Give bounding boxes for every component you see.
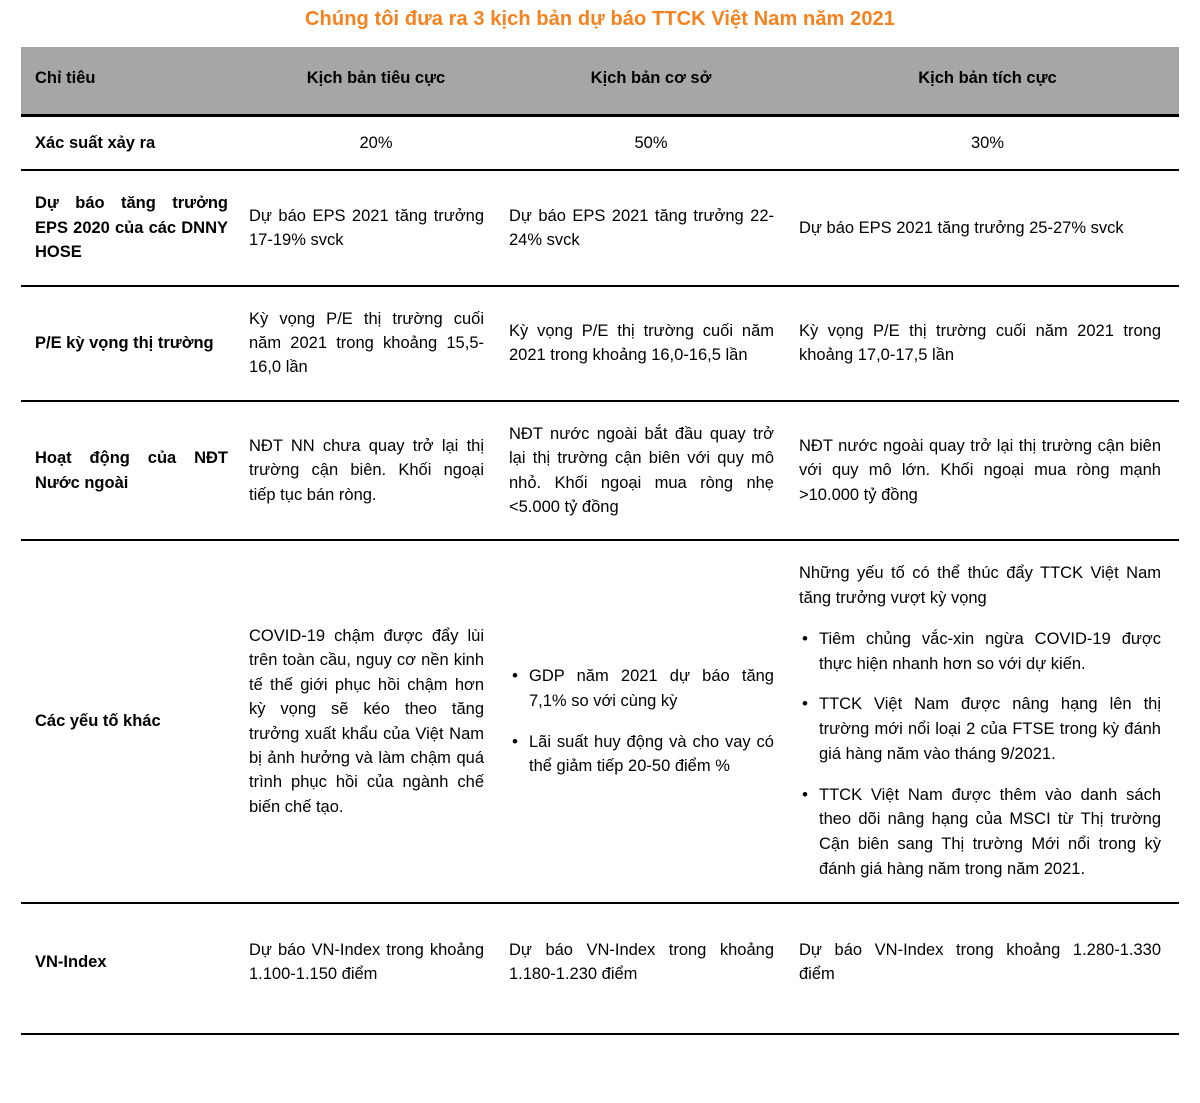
table-row-pe-expectation (21, 286, 1179, 401)
table-row-eps-growth (21, 170, 1179, 285)
cell-eps-growth-base: Dự báo EPS 2021 tăng trưởng 22-24% svck (509, 206, 774, 250)
cell-foreign-base: NĐT nước ngoài bắt đầu quay trở lại thị trường cận biên với quy mô nhỏ. Khối ngoại mua ròng nhẹ <5.000 tỷ đồng (509, 424, 774, 517)
row-label-other-factors: Các yếu tố khác (35, 712, 161, 731)
scenarios-table-container (21, 47, 1179, 1035)
table-row-probability (21, 116, 1179, 171)
cell-eps-growth-positive: Dự báo EPS 2021 tăng trưởng 25-27% svck (799, 218, 1124, 237)
bullet-list-positive (799, 627, 1161, 882)
cell-probability-positive: 30% (970, 134, 1005, 152)
cell-foreign-positive: NĐT nước ngoài quay trở lại thị trường cận biên với quy mô lớn. Khối ngoại mua ròng mạnh >10.000 tỷ đồng (799, 437, 1161, 504)
cell-vn-index-negative: Dự báo VN-Index trong khoảng 1.100-1.150 điểm (249, 940, 484, 984)
bullet-list-base (509, 664, 774, 779)
page-title: Chúng tôi đưa ra 3 kịch bản dự báo TTCK Việt Nam năm 2021 (305, 8, 895, 30)
cell-pe-positive: Kỳ vọng P/E thị trường cuối năm 2021 trong khoảng 17,0-17,5 lần (799, 321, 1161, 365)
table-row-vn-index (21, 903, 1179, 1034)
cell-other-negative: COVID-19 chậm được đẩy lùi trên toàn cầu, nguy cơ nền kinh tế thế giới phục hồi chậm hơn kỳ vọng sẽ kéo theo tăng trưởng xuất khẩu của Việt Nam bị ảnh hưởng và làm chậm quá trình phục hồi của ngành chế biến chế tạo. (249, 626, 484, 816)
column-header-base-scenario: Kịch bản cơ sở (506, 47, 796, 116)
row-label-vn-index: VN-Index (35, 952, 107, 971)
list-item: • Lãi suất huy động và cho vay có thể giảm tiếp 20-50 điểm % (529, 730, 774, 780)
table-row-foreign-investors (21, 401, 1179, 541)
column-header-negative-scenario: Kịch bản tiêu cực (246, 47, 506, 116)
column-header-positive-scenario: Kịch bản tích cực (796, 47, 1179, 116)
cell-pe-base: Kỳ vọng P/E thị trường cuối năm 2021 trong khoảng 16,0-16,5 lần (509, 321, 774, 365)
cell-probability-negative: 20% (359, 134, 393, 152)
cell-other-positive (796, 540, 1179, 902)
row-label-pe-expectation: P/E kỳ vọng thị trường (35, 334, 214, 353)
scenarios-table (21, 47, 1179, 1035)
cell-pe-negative: Kỳ vọng P/E thị trường cuối năm 2021 trong khoảng 15,5-16,0 lần (249, 309, 484, 377)
list-item: • Tiêm chủng vắc-xin ngừa COVID-19 được thực hiện nhanh hơn so với dự kiến. (819, 627, 1161, 677)
cell-other-base (506, 540, 796, 902)
table-header (21, 47, 1179, 116)
row-label-eps-growth: Dự báo tăng trưởng EPS 2020 của các DNNY HOSE (35, 194, 228, 262)
table-header-row (21, 47, 1179, 116)
row-label-probability: Xác suất xảy ra (35, 134, 156, 152)
column-header-criteria: Chỉ tiêu (21, 47, 246, 116)
cell-vn-index-base: Dự báo VN-Index trong khoảng 1.180-1.230 điểm (509, 940, 774, 984)
cell-eps-growth-negative: Dự báo EPS 2021 tăng trưởng 17-19% svck (249, 206, 484, 250)
positive-intro-text: Những yếu tố có thể thúc đẩy TTCK Việt Nam tăng trưởng vượt kỳ vọng (799, 564, 1161, 608)
row-label-foreign-investors: Hoạt động của NĐT Nước ngoài (35, 449, 228, 492)
list-item: • TTCK Việt Nam được nâng hạng lên thị trường mới nổi loại 2 của FTSE trong kỳ đánh giá hàng năm vào tháng 9/2021. (819, 692, 1161, 766)
table-row-other-factors (21, 540, 1179, 902)
cell-vn-index-positive: Dự báo VN-Index trong khoảng 1.280-1.330 điểm (799, 940, 1161, 984)
list-item: • TTCK Việt Nam được thêm vào danh sách theo dõi nâng hạng của MSCI từ Thị trường Cận biên sang Thị trường Mới nổi trong kỳ đánh giá hàng năm trong năm 2021. (819, 783, 1161, 882)
list-item: • GDP năm 2021 dự báo tăng 7,1% so với cùng kỳ (529, 664, 774, 714)
cell-probability-base: 50% (634, 134, 668, 152)
table-body (21, 116, 1179, 1034)
cell-foreign-negative: NĐT NN chưa quay trở lại thị trường cận biên. Khối ngoại tiếp tục bán ròng. (249, 437, 484, 504)
